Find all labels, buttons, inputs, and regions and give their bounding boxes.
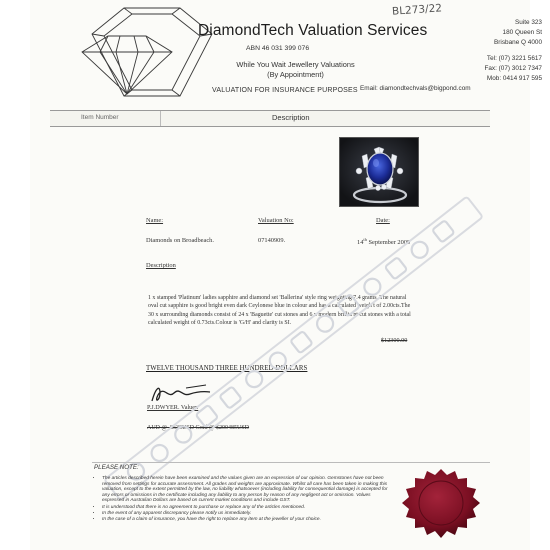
company-name: DiamondTech Valuation Services xyxy=(198,22,428,39)
item-number-header: Item Number xyxy=(81,114,119,121)
note-item: • The articles described herein have been examined and the values given are an expression of our opinion. Gemstones have not been removed from settings for accurate assessment. All grades and weights are approximate. Whilst all care has been taken in making this valuation, except to the extent permitted by the law, no liability whatsoever (including liability for consequential damage) is accepted for any errors or omissions in the certificate including any liability to any person by reason of any negligent act or omission. Values expressed in Australian Dollars are based on current market conditions and include GST. xyxy=(102,476,394,504)
valuation-no-label: Valuation No: xyxy=(258,217,294,224)
address-line3: Brisbane Q 4000 xyxy=(494,39,542,46)
tagline-line1: While You Wait Jewellery Valuations xyxy=(236,60,355,69)
contact-block xyxy=(484,54,542,84)
item-description: 1 x stamped 'Platinum' ladies sapphire and diamond set 'Ballerina' style ring weighting 7.4 grams. The natural oval cut sapphire is good bright even dark Ceylonese blue in colour and has a calculated weigh t of 2.00cts.The 30 x surrounding diamonds consist of 24 x 'Baguette' cut stones and 6 x modern brillia nt cut stones with a total calculated weight of 0.73cts.Colour is 'G/H' and clarity is SI. xyxy=(148,295,411,327)
description-header: Description xyxy=(272,113,310,122)
description-label: Description xyxy=(146,262,176,269)
name-value: Diamonds on Broadbeach. xyxy=(146,237,214,244)
diamond-logo-icon xyxy=(62,4,222,100)
date-suffix: th xyxy=(363,237,367,242)
table-header xyxy=(50,110,490,127)
date-day: 14 xyxy=(357,239,364,247)
note-item: • In the event of any apparent discrepancy please notify us immediately. xyxy=(102,511,394,517)
valuer-name: P.J.DWYER. Valuer. xyxy=(147,404,199,411)
name-label: Name: xyxy=(146,217,164,224)
note-item: • It is understood that there is no agreement to purchase or replace any of the articles mentioned. xyxy=(102,505,394,511)
note-item: • In the case of a claim of insurance, you have the right to replace any item at the jeweller of your choice. xyxy=(102,517,394,523)
address-line2: 180 Queen St xyxy=(502,29,542,36)
notes-heading: PLEASE NOTE: xyxy=(94,464,139,471)
exchange-rate-line: AUD @ .8636USD Gold @ $200485USD xyxy=(147,425,250,431)
tagline xyxy=(228,60,363,80)
address-line1: Suite 323 xyxy=(514,19,542,26)
valuation-no-value: 07140909. xyxy=(258,237,286,244)
contact-email: Email: diamondtechvals@bigpond.com xyxy=(360,85,471,92)
tagline-line2: (By Appointment) xyxy=(267,70,324,79)
contact-tel: Tel: (07) 3221 5617 xyxy=(486,55,542,62)
address-block xyxy=(494,18,542,48)
notes-divider xyxy=(92,462,490,463)
date-label: Date: xyxy=(376,217,390,224)
notes-list xyxy=(94,476,394,523)
valuation-price: $12300.00 xyxy=(381,337,408,344)
valuer-signature-icon xyxy=(146,379,216,407)
abn-number: ABN 46 031 399 076 xyxy=(246,45,310,52)
valuation-purpose: VALUATION FOR INSURANCE PURPOSES xyxy=(212,87,358,94)
wax-seal-icon xyxy=(396,466,486,542)
contact-fax: Fax: (07) 3012 7347 xyxy=(484,65,542,72)
amount-in-words: TWELVE THOUSAND THREE HUNDRED DOLLARS xyxy=(146,365,308,372)
contact-mob: Mob: 0414 917 595 xyxy=(486,75,542,82)
handwritten-reference: BL273/22 xyxy=(391,2,443,18)
sapphire-ring-image xyxy=(340,138,418,206)
date-rest: September 2009 xyxy=(366,239,411,247)
date-value xyxy=(357,237,410,246)
header-divider xyxy=(160,111,161,126)
ring-photo xyxy=(339,137,419,207)
